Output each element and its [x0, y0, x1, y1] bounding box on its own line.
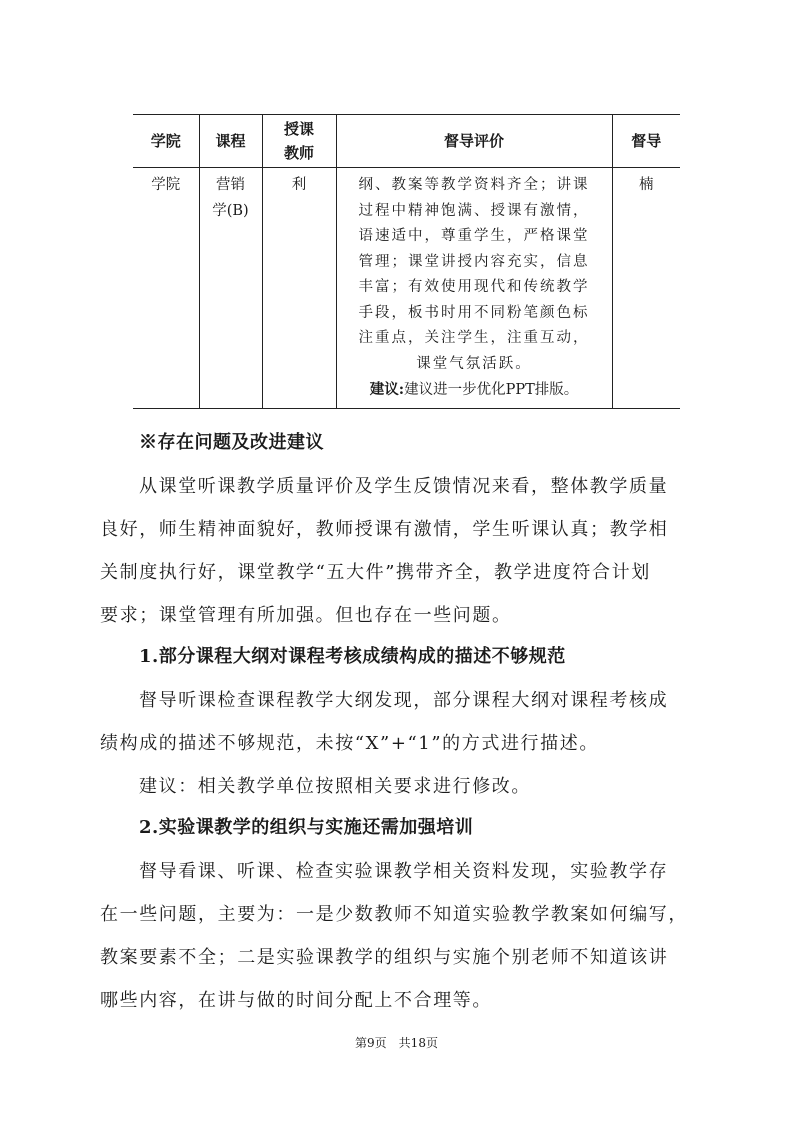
suggestion-line — [337, 377, 612, 404]
review-line: 语速适中，尊重学生，严格课堂 — [358, 228, 590, 244]
supervision-table — [133, 114, 680, 409]
page-number: 第9页 共18页 — [355, 1036, 438, 1050]
review-line: 丰富；有效使用现代和传统教学 — [358, 279, 590, 295]
review-line: 纲、教案等教学资料齐全；讲课 — [358, 177, 590, 193]
suggestion-text: 建议进一步优化PPT排版。 — [404, 382, 579, 398]
item1-suggestion: 建议：相关教学单位按照相关要求进行修改。 — [139, 776, 531, 797]
review-line: 过程中精神饱满、授课有激情， — [358, 202, 590, 219]
table-row — [133, 168, 680, 409]
header-teacher-line2: 教师 — [283, 144, 314, 162]
course-line2: 学(B) — [212, 202, 249, 219]
intro-line: 从课堂听课教学质量评价及学生反馈情况来看，整体教学质量 — [139, 476, 669, 497]
review-line: 手段，板书时用不同粉笔颜色标 — [358, 304, 590, 321]
header-college: 学院 — [150, 132, 181, 150]
table-header-row — [133, 115, 680, 168]
item1-line: 绩构成的描述不够规范，未按“X”+“1”的方式进行描述。 — [100, 733, 599, 754]
item1-line: 督导听课检查课程教学大纲发现，部分课程大纲对课程考核成 — [139, 690, 669, 711]
review-lines — [337, 173, 612, 377]
item2-line: 教案要素不全；二是实验课教学的组织与实施个别老师不知道该讲 — [100, 947, 669, 968]
item2-line: 哪些内容，在讲与做的时间分配上不合理等。 — [100, 990, 492, 1011]
review-line: 管理；课堂讲授内容充实，信息 — [358, 253, 590, 270]
intro-line: 要求；课堂管理有所加强。但也存在一些问题。 — [100, 605, 512, 626]
suggestion-label: 建议: — [369, 381, 405, 398]
header-review: 督导评价 — [336, 115, 612, 168]
item2-title: 2.实验课教学的组织与实施还需加强培训 — [139, 817, 474, 838]
header-teacher — [262, 115, 336, 168]
cell-college: 学院 — [151, 177, 181, 193]
cell-teacher: 利 — [262, 168, 336, 409]
review-line: 注重点，关注学生，注重互动， — [358, 330, 590, 346]
section-title: ※存在问题及改进建议 — [139, 432, 324, 453]
cell-supervisor: 楠 — [612, 168, 680, 409]
cell-review — [336, 168, 612, 409]
item1-title: 1.部分课程大纲对课程考核成绩构成的描述不够规范 — [139, 646, 566, 667]
intro-line: 关制度执行好，课堂教学“五大件”携带齐全，教学进度符合计划 — [100, 562, 651, 583]
cell-course — [199, 168, 262, 409]
course-line1: 营销 — [216, 177, 245, 193]
header-teacher-line1: 授课 — [283, 120, 314, 138]
intro-line: 良好，师生精神面貌好，教师授课有激情，学生听课认真；教学相 — [100, 519, 669, 540]
header-supervisor: 督导 — [612, 115, 680, 168]
item2-line: 督导看课、听课、检查实验课教学相关资料发现，实验教学存 — [139, 861, 669, 882]
review-line: 课堂气氛活跃。 — [416, 355, 532, 372]
header-course: 课程 — [199, 115, 262, 168]
item2-line: 在一些问题，主要为：一是少数教师不知道实验教学教案如何编写， — [100, 904, 688, 925]
